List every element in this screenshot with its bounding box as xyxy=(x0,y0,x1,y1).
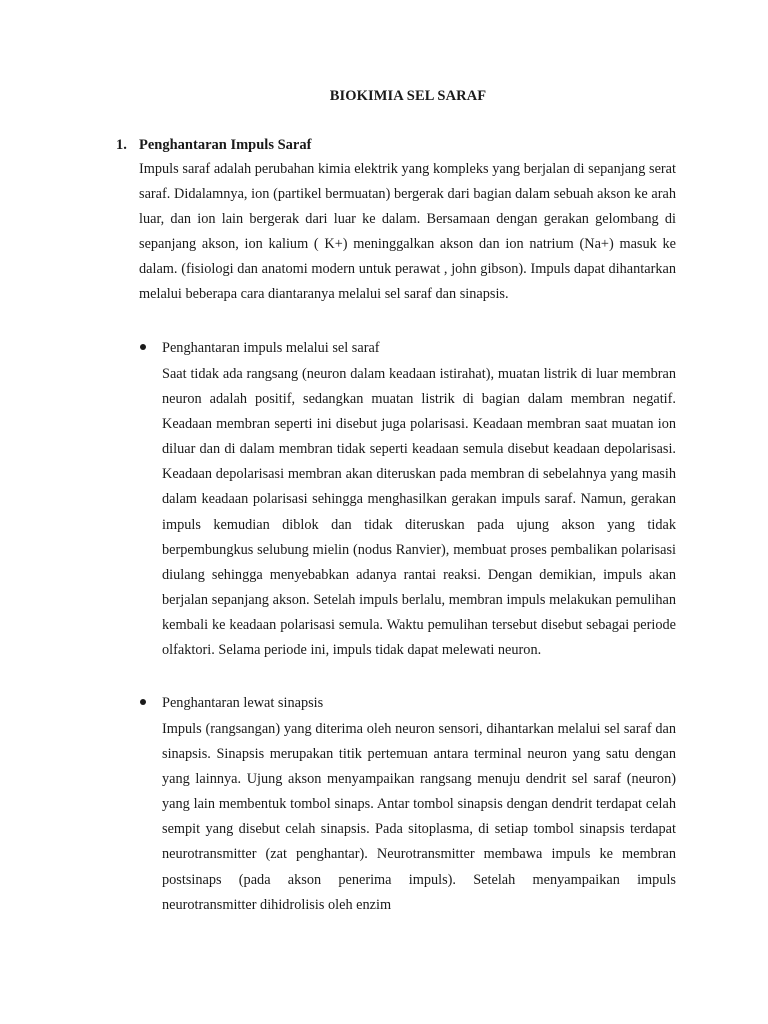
section-number: 1. xyxy=(116,137,127,153)
intro-paragraph: Impuls saraf adalah perubahan kimia elektrik yang kompleks yang berjalan di sepanjang serat saraf. Didalamnya, ion (partikel bermuatan) bergerak dari bagian dalam sebuah akson ke arah luar, dan ion lain bergerak dari luar ke dalam. Bersamaan dengan gerakan gelombang di sepanjang akson, ion kalium ( K+) meninggalkan akson dan ion natrium (Na+) masuk ke dalam. (fisiologi dan anatomi modern untuk perawat , john gibson). Impuls dapat dihantarkan melalui beberapa cara diantaranya melalui sel saraf dan sinapsis. xyxy=(139,161,676,303)
bullet-paragraph: Saat tidak ada rangsang (neuron dalam keadaan istirahat), muatan listrik di luar membran neuron adalah positif, sedangkan muatan listrik di bagian dalam membran negatif. Keadaan membran seperti ini disebut juga polarisasi. Keadaan membran saat muatan ion diluar dan di dalam membran tidak seperti keadaan semula disebut keadaan depolarisasi. Keadaan depolarisasi membran akan diteruskan pada membran di sebelahnya yang masih dalam keadaan polarisasi sehingga menghasilkan gerakan impuls saraf. Namun, gerakan impuls kemudian diblok dan tidak diteruskan pada ujung akson yang tidak berpembungkus selubung mielin (nodus Ranvier), membuat proses pembalikan polarisasi diulang sehingga menyebabkan adanya rantai reaksi. Dengan demikian, impuls akan berjalan sepanjang akson. Setelah impuls berlalu, membran impuls melakukan pemulihan kembali ke keadaan polarisasi semula. Waktu pemulihan tersebut disebut sebagai periode olfaktori. Selama periode ini, impuls tidak dapat melewati neuron. xyxy=(162,366,676,659)
bullet-dot-icon xyxy=(140,699,146,705)
bullet-item-sinapsis xyxy=(139,691,323,716)
bullet-label: Penghantaran lewat sinapsis xyxy=(162,695,324,711)
bullet-label: Penghantaran impuls melalui sel saraf xyxy=(162,340,380,356)
section-heading-text: Penghantaran Impuls Saraf xyxy=(139,137,312,153)
section-heading xyxy=(116,137,311,154)
bullet-item-sel-saraf xyxy=(139,336,380,361)
bullet-paragraph: Impuls (rangsangan) yang diterima oleh neuron sensori, dihantarkan melalui sel saraf dan sinapsis. Sinapsis merupakan titik pertemuan antara terminal neuron yang satu dengan yang lainnya. Ujung akson menyampaikan rangsang menuju dendrit sel saraf (neuron) yang lain membentuk tombol sinaps. Antar tombol sinapsis dengan dendrit terdapat celah sempit yang disebut celah sinapsis. Pada sitoplasma, di setiap tombol sinapsis terdapat neurotransmitter (zat penghantar). Neurotransmitter membawa impuls ke membran postsinaps (pada akson penerima impuls). Setelah menyampaikan impuls neurotransmitter dihidrolisis oleh enzim xyxy=(162,721,676,913)
document-title: BIOKIMIA SEL SARAF xyxy=(329,88,487,104)
bullet-dot-icon xyxy=(140,344,146,350)
